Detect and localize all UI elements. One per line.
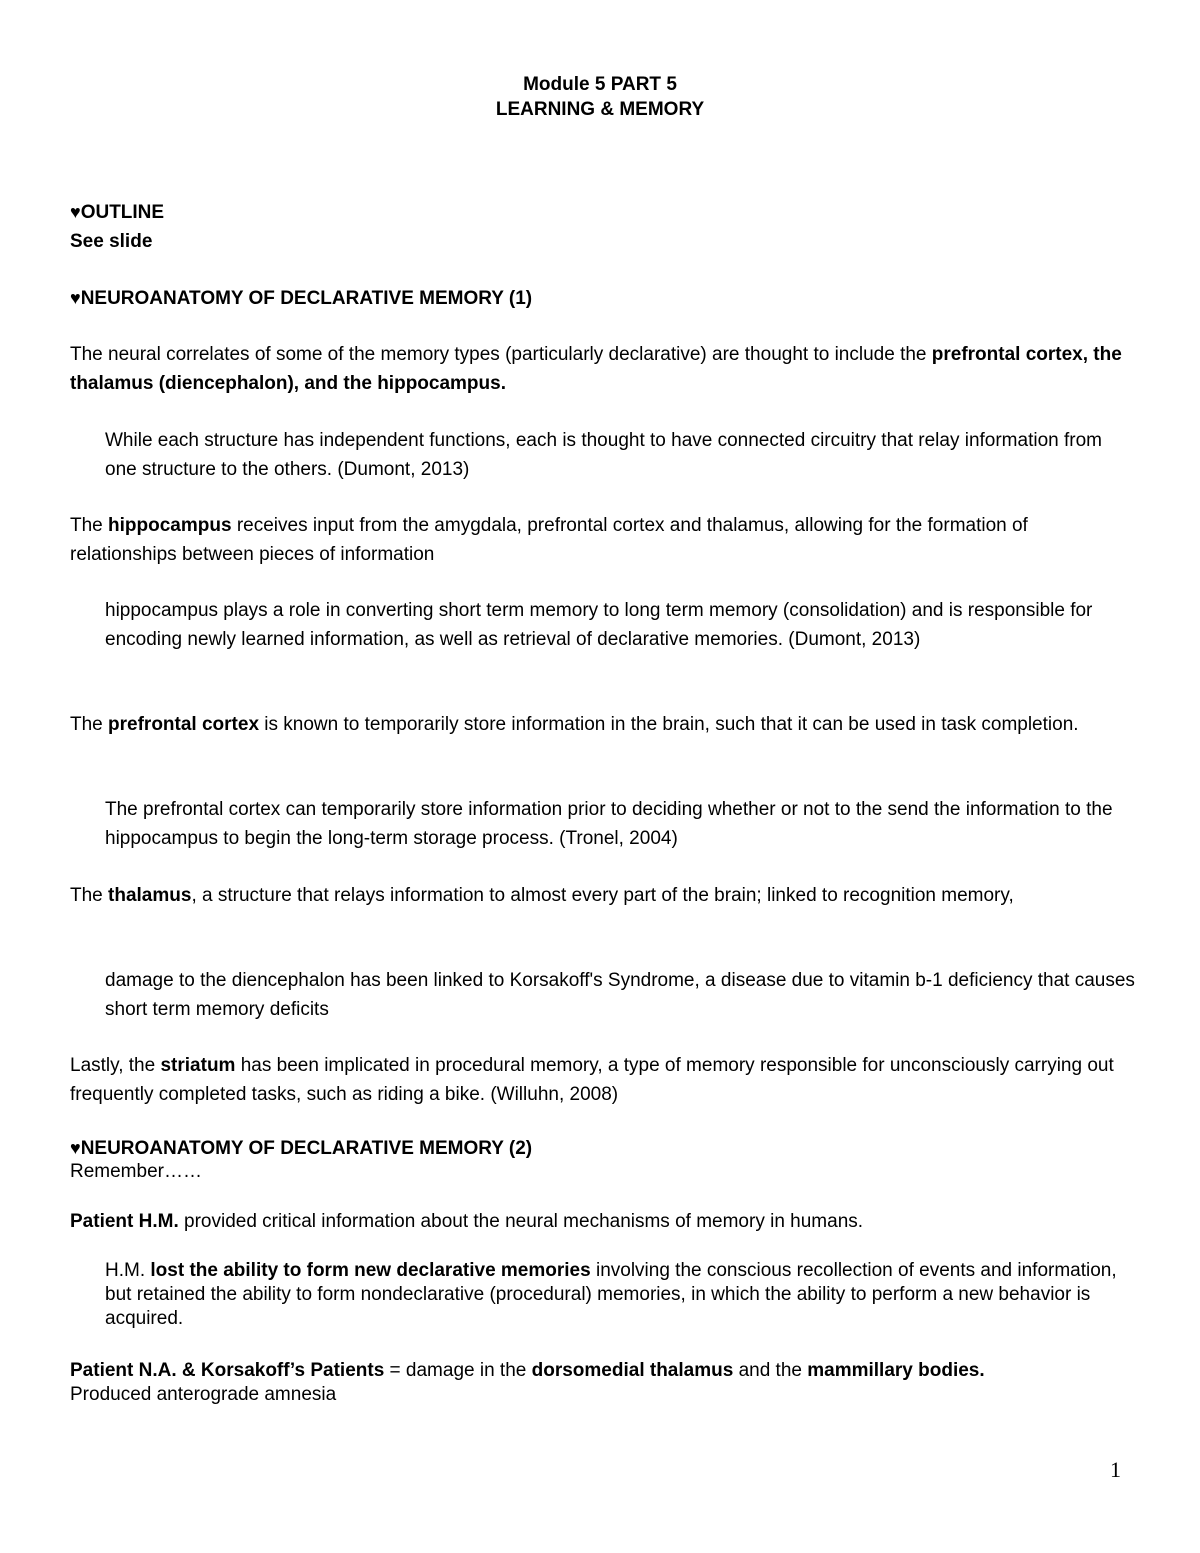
- heart-icon: ♥: [70, 288, 81, 308]
- section2-paragraph-1: [70, 1207, 1135, 1236]
- paragraph-text: The: [70, 714, 109, 735]
- paragraph-text: The: [70, 515, 109, 536]
- paragraph-bold: thalamus: [108, 885, 192, 906]
- outline-sub: See slide: [70, 231, 153, 252]
- paragraph-text: = damage in the: [384, 1360, 532, 1381]
- section2-remember: Remember……: [70, 1161, 202, 1182]
- section1-indent-2: hippocampus plays a role in converting short term memory to long term memory (consolidation) and is responsible for encoding newly learned information, as well as retrieval of declarative memories. (Dumont, 2013): [105, 600, 1093, 650]
- paragraph-bold: prefrontal cortex, the thalamus (diencephalon), and the hippocampus.: [70, 344, 1122, 394]
- section2-heading: [70, 1136, 1135, 1161]
- paragraph-bold: mammillary bodies.: [807, 1360, 985, 1381]
- paragraph-text: Lastly, the: [70, 1055, 161, 1076]
- section2-heading-text: NEUROANATOMY OF DECLARATIVE MEMORY (2): [80, 1138, 533, 1159]
- paragraph-bold: Patient N.A. & Korsakoff’s Patients: [70, 1360, 385, 1381]
- section1-paragraph-5: [70, 1051, 1135, 1109]
- paragraph-bold: Patient H.M.: [70, 1211, 179, 1232]
- doc-title-line2: LEARNING & MEMORY: [495, 99, 705, 120]
- paragraph-text: provided critical information about the neural mechanisms of memory in humans.: [178, 1211, 864, 1232]
- section1-paragraph-2: [70, 511, 1135, 569]
- section2-indent-1: [105, 1259, 1135, 1331]
- paragraph-bold: dorsomedial thalamus: [531, 1360, 734, 1381]
- paragraph-text: involving the conscious recollection of events and information, but retained the ability to form nondeclarative (procedural) memories, in which the ability to perform a new behavior is acquired.: [105, 1260, 1117, 1329]
- paragraph-text: receives input from the amygdala, prefrontal cortex and thalamus, allowing for the formation of relationships between pieces of information: [70, 515, 1028, 565]
- outline-heading-text: OUTLINE: [80, 202, 165, 223]
- heart-icon: ♥: [70, 1138, 81, 1158]
- paragraph-bold: prefrontal cortex: [108, 714, 260, 735]
- paragraph-text: The: [70, 885, 109, 906]
- doc-title-line1: Module 5 PART 5: [523, 74, 677, 95]
- paragraph-text: has been implicated in procedural memory, a type of memory responsible for unconsciously carrying out frequently completed tasks, such as riding a bike. (Willuhn, 2008): [70, 1055, 1114, 1105]
- section1-paragraph-4: [70, 881, 1135, 910]
- section1-paragraph-3: [70, 710, 1135, 739]
- section1-heading-text: NEUROANATOMY OF DECLARATIVE MEMORY (1): [80, 288, 533, 309]
- paragraph-bold: lost the ability to form new declarative memories: [150, 1260, 591, 1281]
- paragraph-text: is known to temporarily store information in the brain, such that it can be used in task completion.: [259, 714, 1079, 735]
- section1-indent-4: damage to the diencephalon has been linked to Korsakoff's Syndrome, a disease due to vitamin b-1 deficiency that causes short term memory deficits: [105, 970, 1135, 1020]
- paragraph-text: and the: [733, 1360, 808, 1381]
- section1-indent-1: While each structure has independent functions, each is thought to have connected circuitry that relay information from one structure to the others. (Dumont, 2013): [105, 430, 1102, 480]
- page-number: 1: [1110, 1457, 1121, 1482]
- heart-icon: ♥: [70, 202, 81, 222]
- paragraph-text: The neural correlates of some of the memory types (particularly declarative) are thought to include the: [70, 344, 927, 365]
- paragraph-text: H.M.: [105, 1260, 151, 1281]
- paragraph-bold: striatum: [160, 1055, 236, 1076]
- outline-heading: [70, 198, 1135, 227]
- paragraph-bold: hippocampus: [108, 515, 232, 536]
- section2-paragraph-2: [70, 1359, 1135, 1383]
- section2-paragraph-2-line2: Produced anterograde amnesia: [70, 1384, 337, 1405]
- paragraph-text: , a structure that relays information to almost every part of the brain; linked to recognition memory,: [191, 885, 1014, 906]
- section1-paragraph-1: [70, 340, 1135, 398]
- section1-heading: [70, 284, 1135, 313]
- section1-indent-3: The prefrontal cortex can temporarily store information prior to deciding whether or not to the send the information to the hippocampus to begin the long-term storage process. (Tronel, 2004): [105, 799, 1113, 849]
